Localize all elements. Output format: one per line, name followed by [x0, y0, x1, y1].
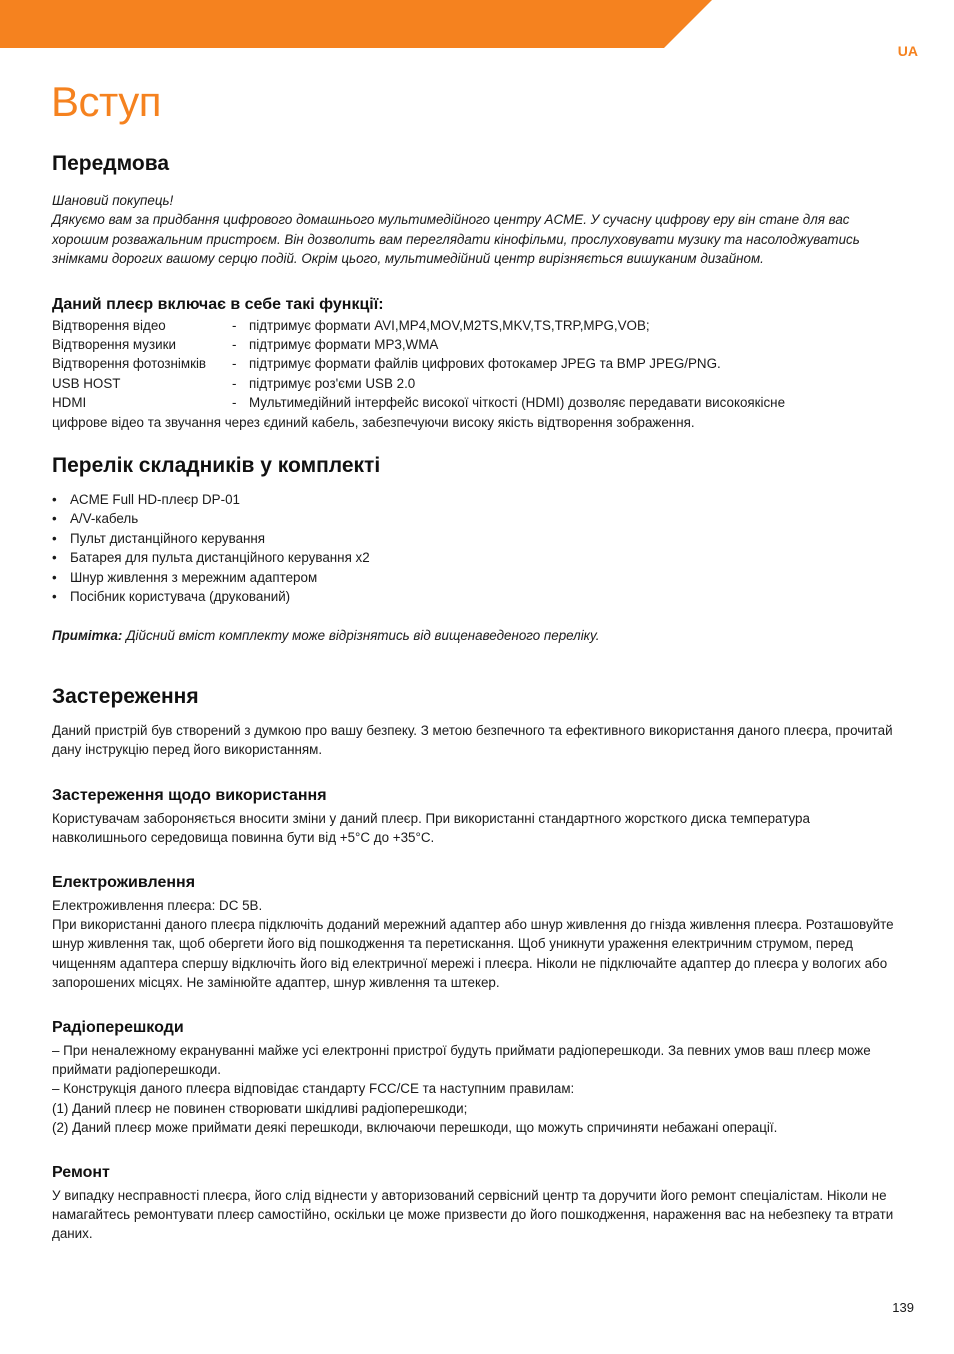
features-heading: Даний плеєр включає в себе такі функції: — [52, 295, 384, 313]
kit-note — [52, 626, 897, 645]
feature-row — [52, 316, 897, 335]
feature-continuation: цифрове відео та звучання через єдиний кабель, забезпечуючи високу якість відтворення зображення. — [52, 414, 695, 430]
feature-desc: підтримує роз'єми USB 2.0 — [249, 375, 416, 391]
list-item: • Пульт дистанційного керування — [52, 530, 266, 546]
radio-heading: Радіоперешкоди — [52, 1018, 184, 1036]
feature-desc: підтримує формати AVI,MP4,MOV,M2TS,MKV,TS,TRP,MPG,VOB; — [249, 317, 650, 333]
kit-heading: Перелік складників у комплекті — [52, 454, 381, 478]
kit-list — [52, 490, 897, 606]
preface-text: Дякуємо вам за придбання цифрового домашнього мультимедійного центру ACME. У сучасну цифрову еру він стане для вас хорошим розважальним пристроєм. Він дозволить вам переглядати кінофільми, прослуховувати музику та насолоджуватись знімками дорогих вашому серцю подій. Окрім цього, мультимедійний центр вирізняється вишуканим дизайном. — [52, 212, 860, 267]
list-item: • Посібник користувача (друкований) — [52, 589, 291, 605]
feature-dash: - — [232, 395, 237, 411]
language-label: UA — [897, 43, 918, 59]
note-text: Дійсний вміст комплекту може відрізнятись від вищенаведеного переліку. — [122, 627, 600, 643]
feature-dash: - — [232, 317, 237, 333]
page-title: Вступ — [51, 78, 161, 125]
feature-row — [52, 393, 897, 412]
radio-line: – При неналежному екрануванні майже усі електронні пристрої будуть приймати радіоперешкоди. За певних умов ваш плеєр може приймати радіоперешкоди. — [52, 1042, 871, 1077]
page-content — [52, 150, 897, 1244]
header-banner — [0, 0, 954, 50]
radio-line: (1) Даний плеєр не повинен створювати шкідливі радіоперешкоди; — [52, 1100, 468, 1116]
power-line: Електроживлення плеєра: DC 5B. — [52, 897, 263, 913]
feature-row — [52, 335, 897, 354]
feature-name: USB HOST — [52, 375, 121, 391]
radio-line: – Конструкція даного плеєра відповідає стандарту FCC/CE та наступним правилам: — [52, 1081, 575, 1097]
radio-line: (2) Даний плеєр може приймати деякі перешкоди, включаючи перешкоди, що можуть спричиняти небажані операції. — [52, 1120, 778, 1136]
power-heading: Електроживлення — [52, 873, 196, 891]
feature-dash: - — [232, 337, 237, 353]
feature-desc: Мультимедійний інтерфейс високої чіткості (HDMI) дозволяє передавати високоякісне — [249, 395, 786, 411]
usage-heading: Застереження щодо використання — [52, 786, 327, 804]
usage-text: Користувачам забороняється вносити зміни у даний плеєр. При використанні стандартного жорсткого диска температура навколишнього середовища повинна бути від +5°C до +35°C. — [52, 810, 810, 846]
warnings-intro: Даний пристрій був створений з думкою про вашу безпеку. З метою безпечного та ефективного використання даного плеєра, прочитай дану інструкцію перед його використанням. — [52, 722, 893, 758]
feature-dash: - — [232, 356, 237, 372]
page-number: 139 — [892, 1300, 914, 1315]
list-item: • Батарея для пульта дистанційного керування x2 — [52, 550, 370, 566]
repair-heading: Ремонт — [52, 1163, 110, 1181]
list-item: • ACME Full HD-плеєр DP-01 — [52, 492, 240, 508]
repair-text: У випадку несправності плеєра, його слід віднести у авторизований сервісний центр та доручити його ремонт спеціалістам. Ніколи не намагайтесь ремонтувати плеєр самостійно, оскільки це може призвести до його пошкодження, нараження вас на небезпеку та втрати даних. — [52, 1187, 894, 1242]
feature-name: HDMI — [52, 395, 87, 411]
features-list — [52, 316, 897, 432]
feature-dash: - — [232, 375, 237, 391]
list-item: • Шнур живлення з мережним адаптером — [52, 569, 318, 585]
feature-desc: підтримує формати MP3,WMA — [249, 337, 439, 353]
preface-heading: Передмова — [52, 152, 170, 175]
feature-name: Відтворення відео — [52, 317, 166, 333]
feature-row — [52, 374, 897, 393]
note-label: Примітка: — [52, 627, 123, 643]
feature-row — [52, 354, 897, 373]
feature-desc: підтримує формати файлів цифрових фотокамер JPEG та BMP JPEG/PNG. — [249, 356, 721, 372]
warnings-heading: Застереження — [52, 684, 199, 708]
feature-name: Відтворення фотознімків — [52, 356, 207, 372]
feature-name: Відтворення музики — [52, 337, 176, 353]
preface-greeting: Шановий покупець! — [52, 193, 174, 208]
power-text: При використанні даного плеєра підключіть доданий мережний адаптер або шнур живлення до гнізда живлення плеєра. Розташовуйте шнур живлення так, щоб обергети його від пошкодження та перетискання. Щоб уникнути ураження електричним струмом, перед чищенням адаптера спершу відключіть його від електричної мережі і плеєра. Ніколи не підключайте адаптер до плеєра у вологих або запорошених місцях. Не замінюйте адаптер, шнур живлення та штекер. — [52, 916, 894, 991]
list-item: • A/V-кабель — [52, 511, 139, 527]
